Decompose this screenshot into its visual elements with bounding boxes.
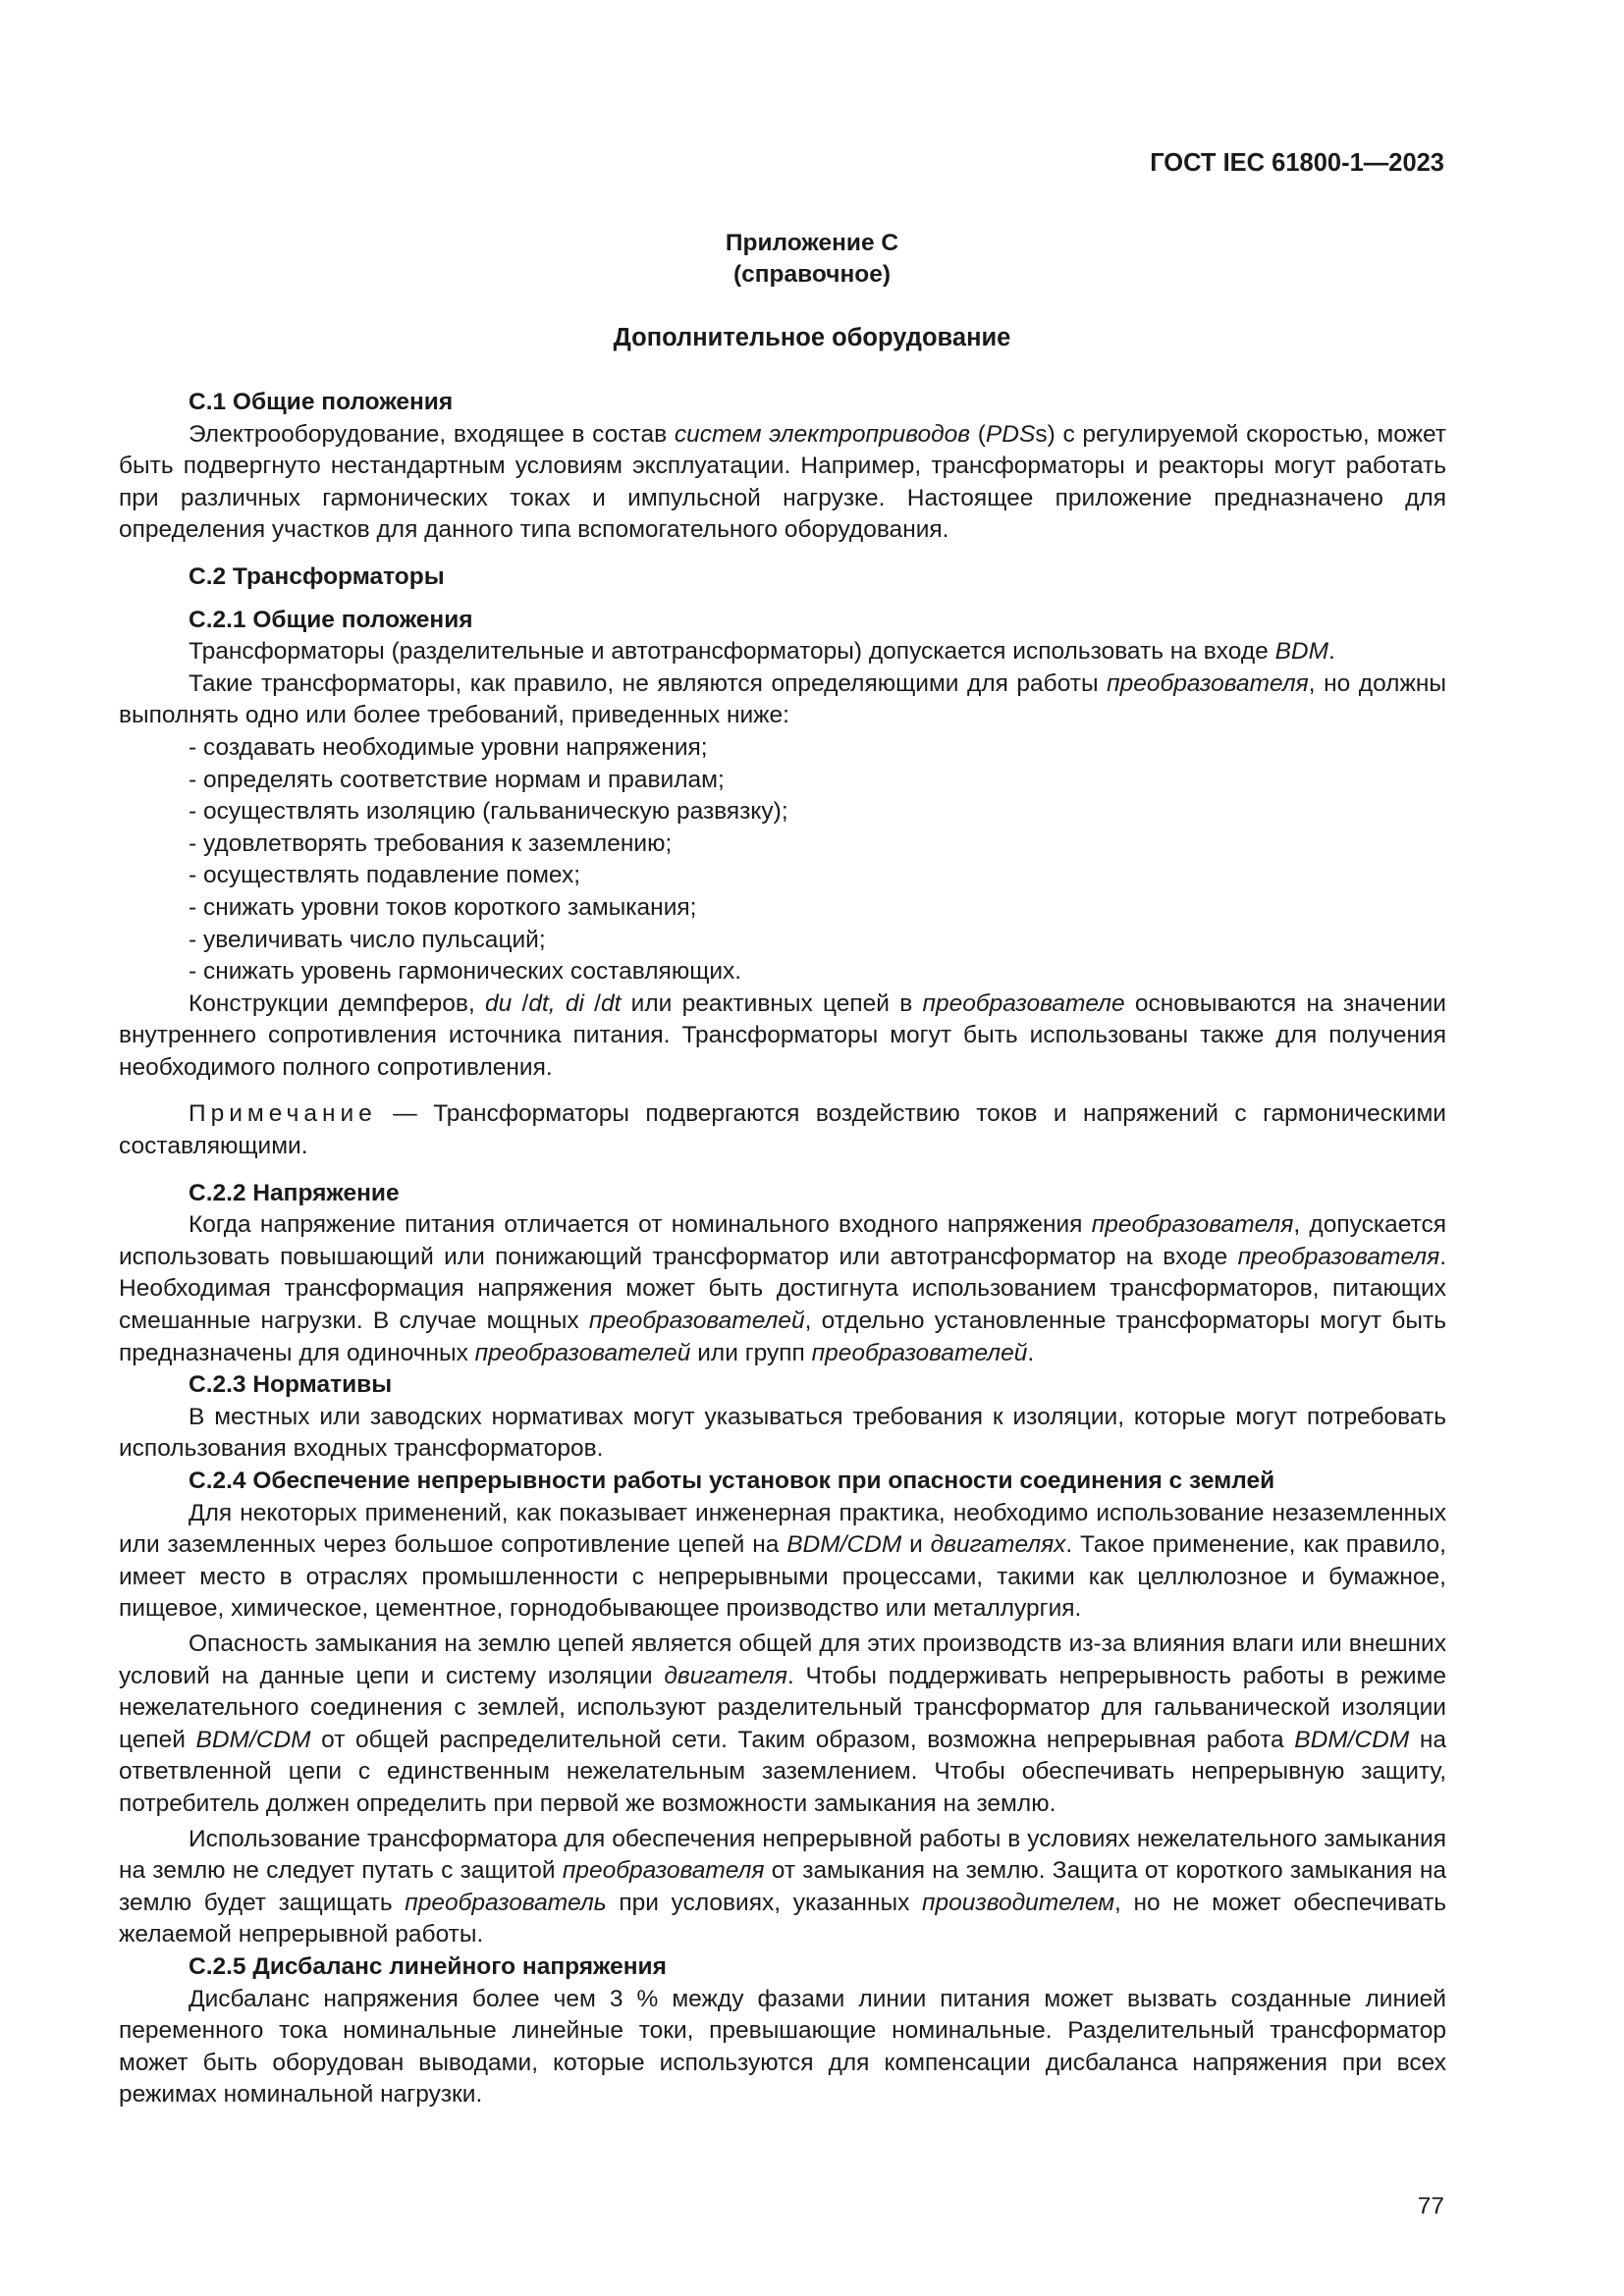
- section-heading-c21: С.2.1 Общие положения: [189, 606, 473, 633]
- appendix-status: (справочное): [732, 261, 892, 288]
- document-code: ГОСТ IEC 61800-1—2023: [1150, 149, 1444, 177]
- list-item: - снижать уровни токов короткого замыкания;: [189, 893, 697, 921]
- document-body: [119, 387, 1446, 2111]
- note-label: Примечание: [189, 1100, 377, 1128]
- section-heading-c23: С.2.3 Нормативы: [189, 1371, 393, 1399]
- list-item: - осуществлять подавление помех;: [189, 862, 581, 889]
- list-item: - удовлетворять требования к заземлению;: [189, 829, 673, 857]
- list-item: - увеличивать число пульсаций;: [189, 926, 546, 953]
- section-c21-paragraph-1: Трансформаторы (разделительные и автотрансформаторы) допускается использовать на входе BDM.: [189, 638, 1335, 666]
- page-title: Дополнительное оборудование: [613, 324, 1011, 351]
- appendix-heading: [0, 228, 1624, 291]
- section-c21-paragraph-3: Конструкции демпферов, du /dt, di /dt или реактивных цепей в преобразователе основываются на значении внутреннего сопротивления источника питания. Трансформаторы могут быть использованы также для получения необходимого полного сопротивления.: [119, 989, 1446, 1081]
- list-item: - осуществлять изоляцию (гальваническую развязку);: [189, 798, 788, 826]
- section-heading-c25: С.2.5 Дисбаланс линейного напряжения: [189, 1952, 667, 1980]
- page-number: 77: [1417, 2193, 1444, 2219]
- section-heading-c2: С.2 Трансформаторы: [189, 562, 445, 590]
- list-item: - создавать необходимые уровни напряжения;: [189, 733, 708, 761]
- section-c23-paragraph: В местных или заводских нормативах могут указываться требования к изоляции, которые могут потребовать использования входных трансформаторов.: [119, 1403, 1446, 1463]
- note-text: — Трансформаторы подвергаются воздействию токов и напряжений с гармоническими составляющими.: [119, 1100, 1446, 1160]
- section-heading-c24: С.2.4 Обеспечение непрерывности работы установок при опасности соединения с землей: [189, 1468, 1275, 1494]
- section-heading-c1: С.1 Общие положения: [189, 389, 454, 415]
- section-c24-paragraph-1: Для некоторых применений, как показывает инженерная практика, необходимо использование незаземленных или заземленных через большое сопротивление цепей на BDM/CDM и двигателях. Такое применение, как правило, имеет место в отраслях промышленности с непрерывными процессами, такими как целлюлозное и бумажное, пищевое, химическое, цементное, горнодобывающее производство или металлургия.: [119, 1499, 1446, 1623]
- section-c22-paragraph: Когда напряжение питания отличается от номинального входного напряжения преобразователя, допускается использовать повышающий или понижающий трансформатор или автотрансформатор на входе преобразователя. Необходимая трансформация напряжения может быть достигнута использованием трансформаторов, питающих смешанные нагрузки. В случае мощных преобразователей, отдельно установленные трансформаторы могут быть предназначены для одиночных преобразователей или групп преобразователей.: [119, 1211, 1446, 1366]
- section-c21-paragraph-2: Такие трансформаторы, как правило, не являются определяющими для работы преобразователя, но должны выполнять одно или более требований, приведенных ниже:: [119, 669, 1446, 729]
- section-c25-paragraph: Дисбаланс напряжения более чем 3 % между фазами линии питания может вызвать созданные линией переменного тока номинальные линейные токи, превышающие номинальные. Разделительный трансформатор может быть оборудован выводами, которые используются для компенсации дисбаланса напряжения при всех режимах номинальной нагрузки.: [119, 1985, 1446, 2109]
- list-item: - снижать уровень гармонических составляющих.: [189, 958, 742, 986]
- section-heading-c22: С.2.2 Напряжение: [189, 1179, 400, 1206]
- list-item: - определять соответствие нормам и правилам;: [189, 766, 725, 793]
- appendix-label: Приложение С: [725, 230, 899, 256]
- section-c24-paragraph-3: Использование трансформатора для обеспечения непрерывной работы в условиях нежелательного замыкания на землю не следует путать с защитой преобразователя от замыкания на землю. Защита от короткого замыкания на землю будет защищать преобразователь при условиях, указанных производителем, но не может обеспечивать желаемой непрерывной работы.: [119, 1825, 1446, 1949]
- section-c1-paragraph: Электрооборудование, входящее в состав систем электроприводов (PDSs) с регулируемой скоростью, может быть подвергнуто нестандартным условиям эксплуатации. Например, трансформаторы и реакторы могут работать при различных гармонических токах и импульсной нагрузке. Настоящее приложение предназначено для определения участков для данного типа вспомогательного оборудования.: [119, 420, 1447, 544]
- section-c24-paragraph-2: Опасность замыкания на землю цепей является общей для этих производств из-за влияния влаги или внешних условий на данные цепи и систему изоляции двигателя. Чтобы поддерживать непрерывность работы в режиме нежелательного соединения с землей, используют разделительный трансформатор для гальванической изоляции цепей BDM/CDM от общей распределительной сети. Таким образом, возможна непрерывная работа BDM/CDM на ответвленной цепи с единственным нежелательным заземлением. Чтобы обеспечивать непрерывную защиту, потребитель должен определить при первой же возможности замыкания на землю.: [119, 1629, 1446, 1817]
- note-paragraph: [119, 1098, 1446, 1162]
